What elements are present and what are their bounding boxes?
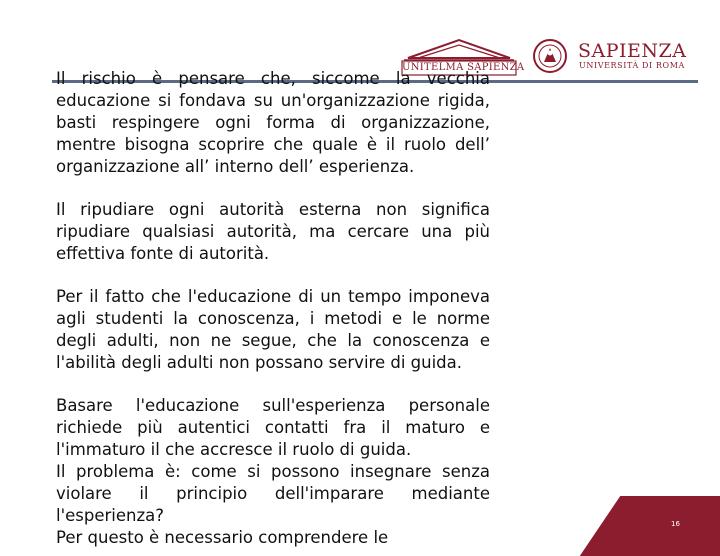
slide-body — [56, 68, 490, 549]
page-number: 16 — [671, 520, 680, 528]
sapienza-seal-icon — [532, 36, 568, 76]
sapienza-wordmark: SAPIENZA — [578, 40, 687, 62]
sapienza-subtitle: UNIVERSITÀ DI ROMA — [579, 61, 685, 70]
paragraph-problema: Il problema è: come si possono insegnare senza violare il principio dell'imparare mediante l'esperienza? — [56, 462, 490, 525]
paragraph-esperienza: Basare l'educazione sull'esperienza personale richiede più autentici contatti fra il maturo e l'immaturo il che accresce il ruolo di guida. — [56, 396, 490, 459]
paragraph-rischio: Il rischio è pensare che, siccome la vecchia educazione si fondava su un'organizzazione rigida, basti respingere ogni forma di organizzazione, mentre bisogna scoprire che quale è il ruolo dell’ organizzazione all’ interno dell’ esperienza. — [56, 69, 490, 176]
unitelma-wordmark: UNITELMA SAPIENZA — [402, 62, 525, 73]
paragraph-autorita: Il ripudiare ogni autorità esterna non significa ripudiare qualsiasi autorità, ma cercare una più effettiva fonte di autorità. — [56, 200, 490, 263]
paragraph-educazione: Per il fatto che l'educazione di un tempo imponeva agli studenti la conoscenza, i metodi e le norme degli adulti, non ne segue, che la conoscenza e l'abilità degli adulti non possano servire di guida. — [56, 287, 490, 372]
page-badge — [580, 496, 720, 556]
paragraph-necessario: Per questo è necessario comprendere le — [56, 528, 389, 547]
